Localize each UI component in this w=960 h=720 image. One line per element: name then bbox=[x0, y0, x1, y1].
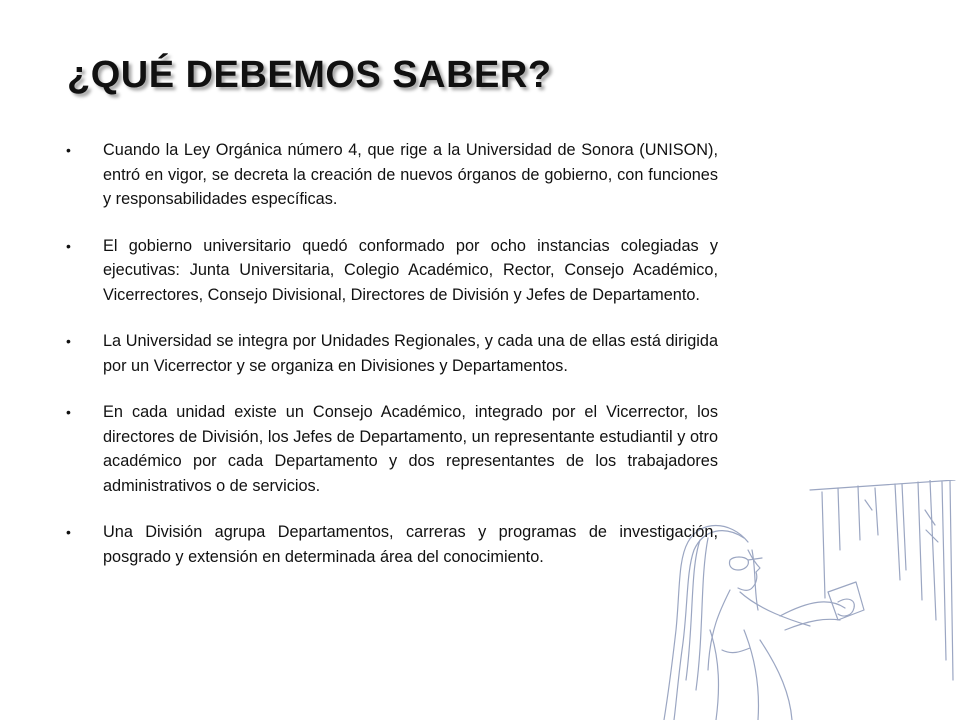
bullet-item bbox=[66, 329, 718, 378]
bullet-dot-icon: • bbox=[66, 237, 71, 254]
slide-title: ¿QUÉ DEBEMOS SABER? bbox=[67, 54, 552, 96]
bullet-text: La Universidad se integra por Unidades Regionales, y cada una de ellas está dirigida por un Vicerrector y se organiza en Divisiones y Departamentos. bbox=[103, 332, 718, 375]
bullet-text: En cada unidad existe un Consejo Académico, integrado por el Vicerrector, los directores de División, los Jefes de Departamento, un representante estudiantil y otro académico por cada Departamento y dos representantes de los trabajadores administrativos o de servicios. bbox=[103, 403, 718, 495]
bullet-list bbox=[66, 138, 718, 591]
bullet-text: Cuando la Ley Orgánica número 4, que rige a la Universidad de Sonora (UNISON), entró en vigor, se decreta la creación de nuevos órganos de gobierno, con funciones y responsabilidades específicas. bbox=[103, 141, 718, 208]
bullet-dot-icon: • bbox=[66, 333, 71, 349]
bullet-item bbox=[66, 520, 718, 569]
bullet-text: El gobierno universitario quedó conformado por ocho instancias colegiadas y ejecutivas: Junta Universitaria, Colegio Académico, Rector, Consejo Académico, Vicerrectores, Consejo Divisional, Directores de División y Jefes de Departamento. bbox=[103, 236, 718, 304]
bullet-dot-icon: • bbox=[66, 524, 71, 540]
bullet-item bbox=[66, 138, 718, 212]
bullet-dot-icon: • bbox=[66, 404, 71, 420]
bullet-text: Una División agrupa Departamentos, carreras y programas de investigación, posgrado y extensión en determinada área del conocimiento. bbox=[103, 523, 718, 566]
bullet-item bbox=[66, 400, 718, 498]
bullet-dot-icon: • bbox=[66, 142, 71, 158]
bullet-item bbox=[66, 234, 718, 308]
